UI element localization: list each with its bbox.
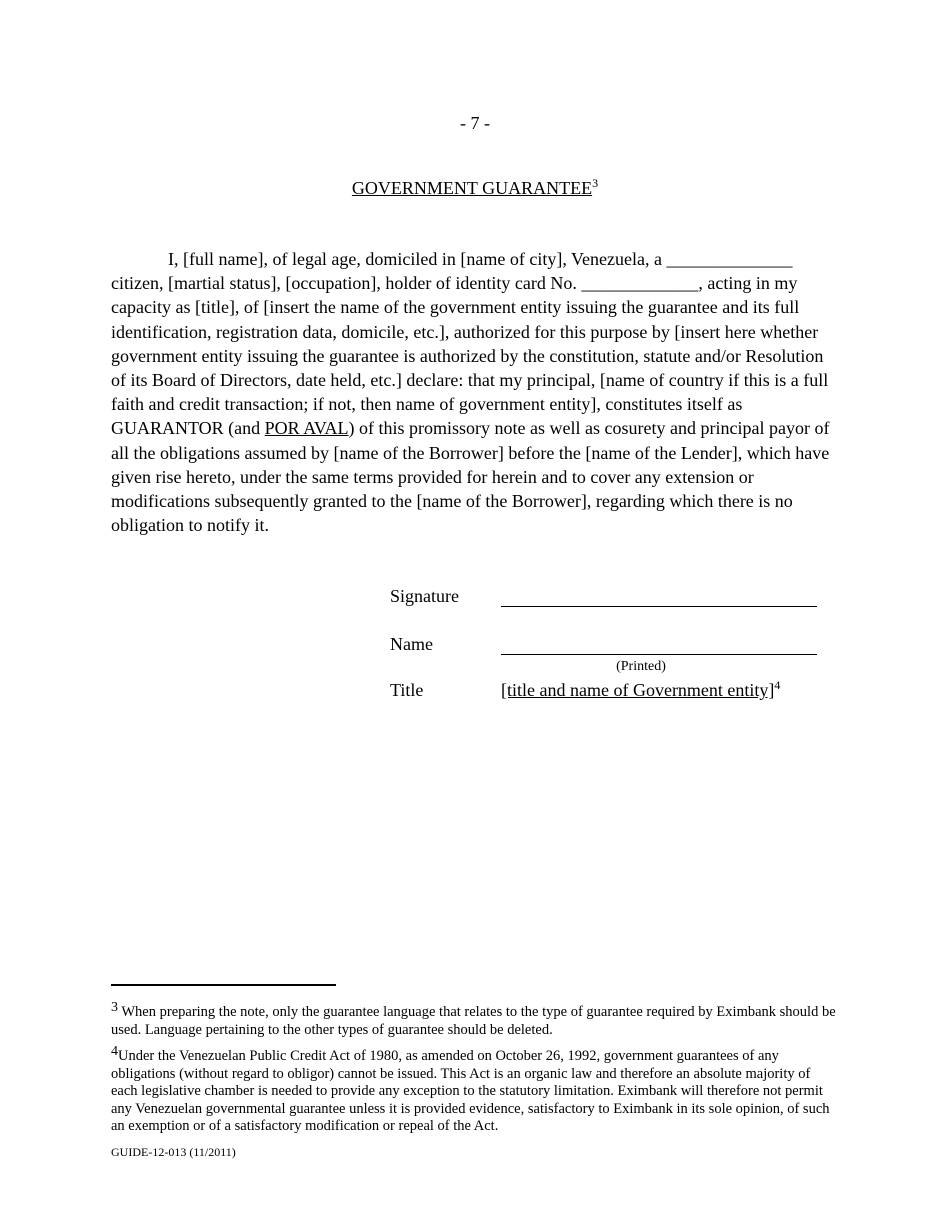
footnote-3-ref: 3 [111, 1000, 118, 1015]
paragraph-part-2: ) of this promissory note as well as cosurety and principal payor of all the obligations assumed by [name of the Borrower] before the [name of the Lender], which have given rise hereto, under the same terms provided for herein and to cover any extension or modifications subsequently granted to the [name of the Borrower], regarding which there is no obligation to notify it. [111, 418, 830, 536]
footnote-3-text: When preparing the note, only the guarantee language that relates to the type of guarantee required by Eximbank should be used. Language pertaining to the other types of guarantee should be deleted. [111, 1004, 836, 1038]
signature-line[interactable] [501, 606, 817, 607]
title-label: Title [390, 680, 424, 700]
footnote-4 [111, 1044, 837, 1136]
document-title [0, 178, 950, 199]
footnote-separator [111, 984, 336, 986]
guarantee-paragraph [111, 247, 839, 537]
page-number: - 7 - [460, 113, 490, 133]
paragraph-part-1: I, [full name], of legal age, domiciled in [name of city], Venezuela, a ______________ citizen, [martial status], [occupation], holder of identity card No. _____________, acting in my capacity as [title], of [insert the name of the government entity issuing the guarantee and its full identification, registration data, domicile, etc.], authorized for this purpose by [insert here whether government entity issuing the guarantee is authorized by the constitution, statute and/or Resolution of its Board of Directors, date held, etc.] declare: that my principal, [name of country if this is a full faith and credit transaction; if not, then name of government entity], constitutes itself as GUARANTOR (and [111, 249, 829, 439]
title-value [501, 680, 780, 701]
footnote-4-ref: 4 [111, 1044, 118, 1059]
name-line[interactable] [501, 654, 817, 655]
document-code: GUIDE-12-013 (11/2011) [111, 1145, 236, 1159]
footnote-4-text: Under the Venezuelan Public Credit Act of 1980, as amended on October 26, 1992, government guarantees of any obligations (without regard to obligor) cannot be issued. This Act is an organic law and therefore an absolute majority of each legislative chamber is needed to provide any exception to the statutory limitation. Eximbank will therefore not permit any Venezuelan governmental guarantee unless it is provided evidence, satisfactory to Eximbank in its sole opinion, of such an exemption or of a satisfactory modification or repeal of the Act. [111, 1048, 830, 1134]
signature-label: Signature [390, 586, 459, 606]
title-footnote-ref: 3 [592, 176, 599, 190]
printed-note: (Printed) [616, 659, 666, 674]
title-value-text: [title and name of Government entity] [501, 680, 775, 700]
por-aval-text: POR AVAL [264, 418, 349, 439]
title-value-footnote-ref: 4 [774, 678, 781, 692]
title-text: GOVERNMENT GUARANTEE [351, 178, 593, 198]
footnote-3 [111, 1000, 837, 1039]
name-label: Name [390, 634, 433, 654]
